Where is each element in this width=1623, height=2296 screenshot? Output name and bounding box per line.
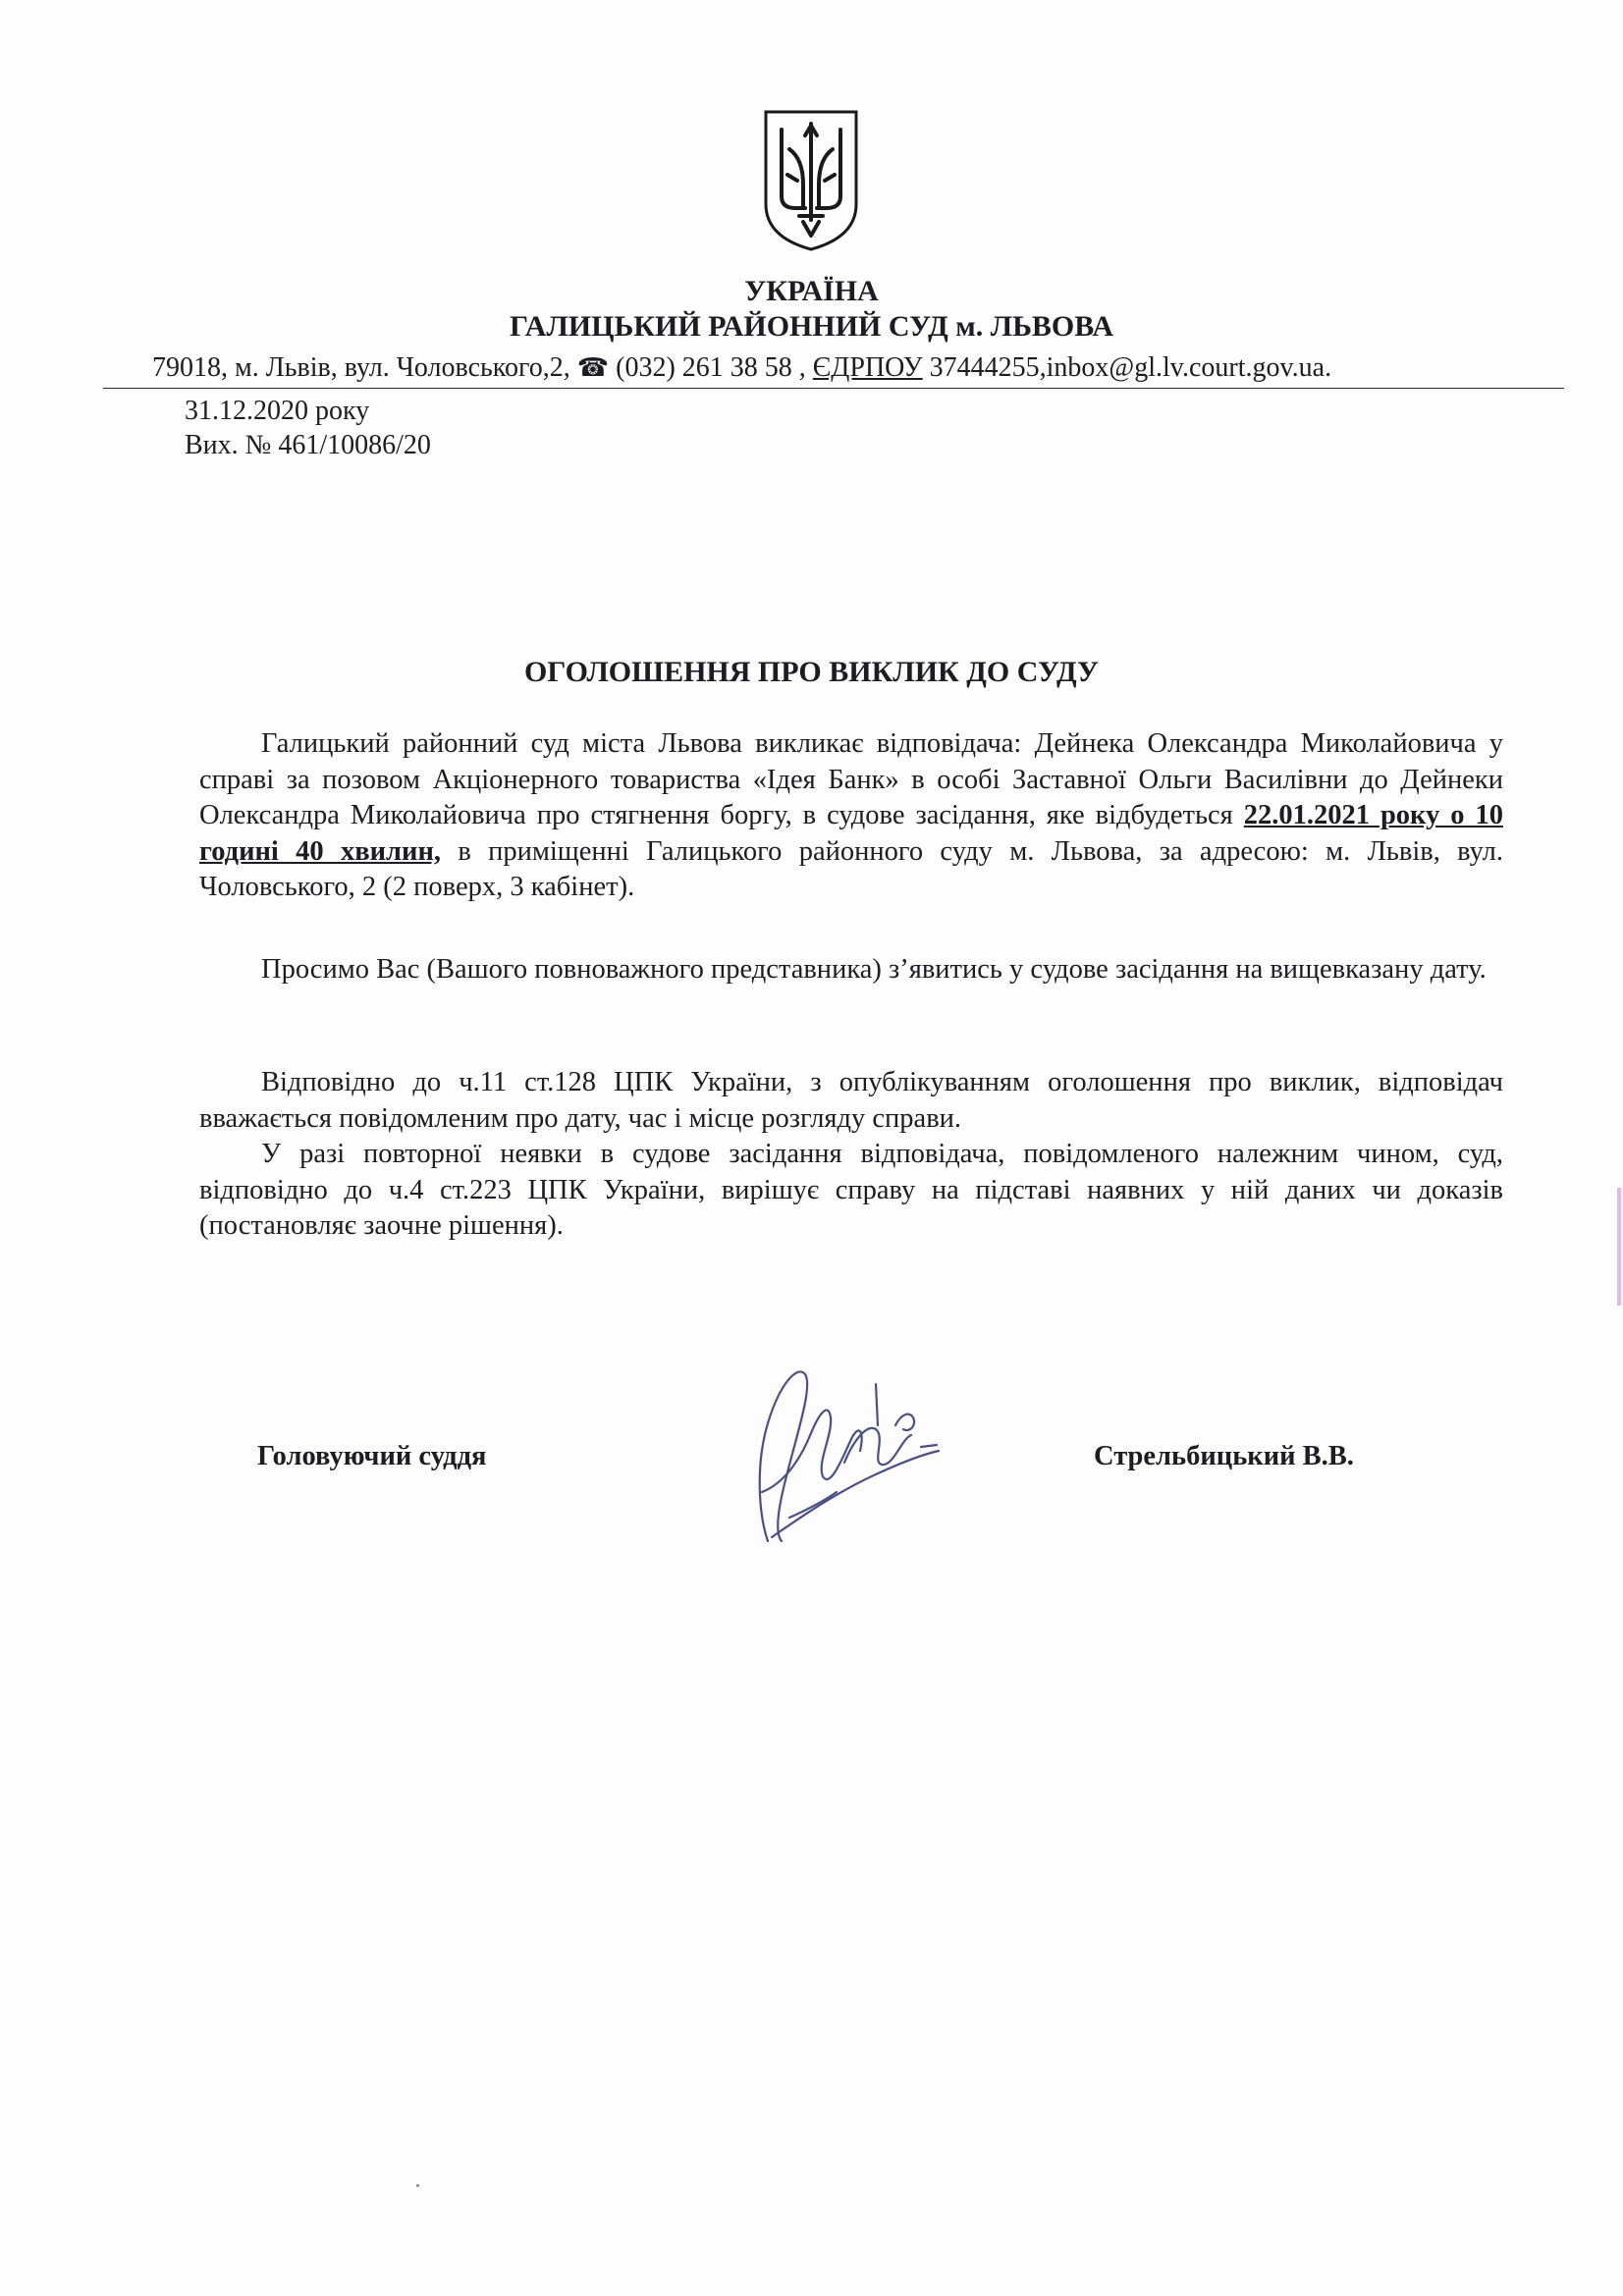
court-address: 79018, м. Львів, вул. Чоловського,2, [152, 352, 570, 383]
document-title: ОГОЛОШЕННЯ ПРО ВИКЛИК ДО СУДУ [523, 656, 1100, 688]
summons-paragraph [199, 726, 1503, 906]
scan-edge-mark [1617, 1188, 1621, 1306]
phone-icon: ☎ [576, 353, 610, 382]
scan-dust-dot [416, 2184, 419, 2187]
document-date: 31.12.2020 року [185, 396, 370, 426]
hearing-datetime: 22.01.2021 року о 10 годині 40 хвилин, [199, 800, 1503, 867]
trident-emblem-icon [760, 106, 862, 253]
appearance-request-paragraph: Просимо Вас (Вашого повноважного представника) з’явитись у судове засідання на вищевказану дату. [261, 954, 1487, 985]
edrpou-and-email: 37444255,inbox@gl.lv.court.gov.ua. [929, 352, 1332, 383]
notification-paragraph: Відповідно до ч.11 ст.128 ЦПК України, з опублікуванням оголошення про виклик, відповідач вважається повідомленим про дату, час і місце розгляду справи. [199, 1067, 1503, 1134]
handwritten-signature [729, 1345, 964, 1561]
court-name-heading: ГАЛИЦЬКИЙ РАЙОННИЙ СУД м. ЛЬВОВА [509, 310, 1114, 343]
default-judgment-paragraph: У разі повторної неявки в судове засідання відповідача, повідомленого належним чином, суд, відповідно до ч.4 ст.223 ЦПК України, вирішує справу на підставі наявних у ній даних чи доказів (постановляє заочне рішення). [199, 1139, 1503, 1241]
outgoing-number: Вих. № 461/10086/20 [185, 430, 431, 460]
judge-name: Стрельбицький В.В. [1094, 1441, 1354, 1471]
summons-text-start: Галицький районний суд міста Львова викликає відповідача: Дейнека Олександра Миколайовича у справі за позовом Акціонерного товариства «Ідея Банк» в особі Заставної Ольги Василівни до Дейнеки Олександра Миколайовича про стягнення боргу, в судове засідання, яке відбудеться [199, 728, 1503, 830]
signer-role: Головуючий суддя [257, 1441, 487, 1471]
summons-text-end: в приміщенні Галицького районного суду м. Львова, за адресою: м. Львів, вул. Чоловського, 2 (2 поверх, 3 кабінет). [199, 835, 1504, 902]
edrpou-label: ЄДРПОУ [812, 352, 923, 383]
header-divider [103, 388, 1564, 389]
country-heading: УКРАЇНА [744, 275, 879, 307]
court-phone: (032) 261 38 58 , [616, 352, 806, 383]
court-contact-line [152, 351, 1576, 385]
